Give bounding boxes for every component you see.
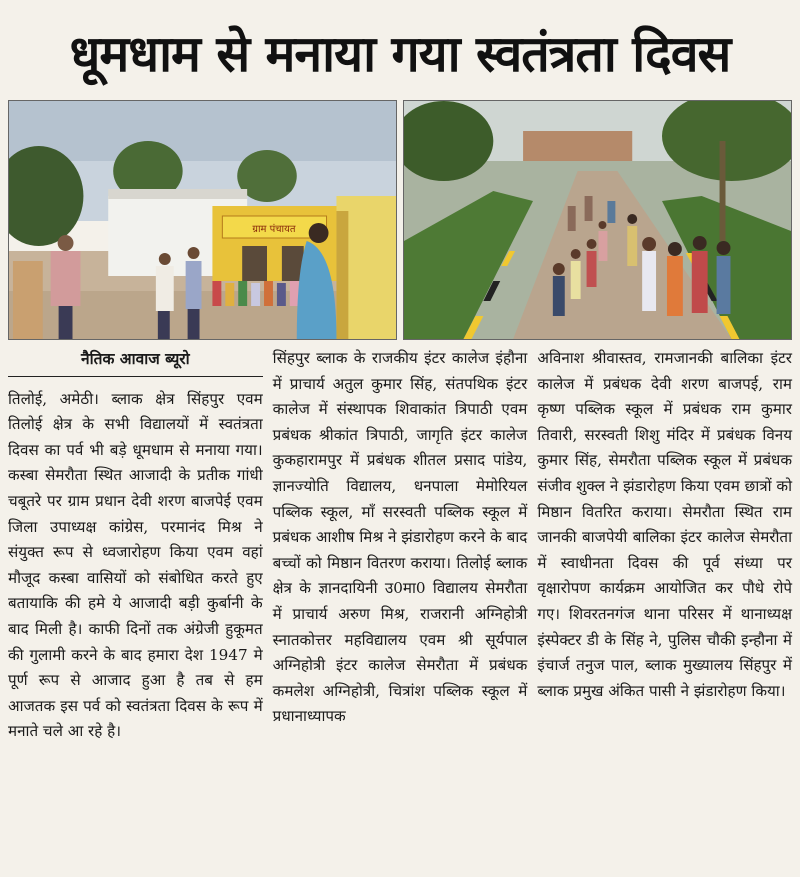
column-3-text: अविनाश श्रीवास्तव, रामजानकी बालिका इंटर कालेज में प्रबंधक देवी शरण बाजपई, राम कृष्ण पब्लिक स्कूल में प्रबंधक राम कुमार तिवारी, सरस्वती शिशु मंदिर में प्रबंधक विनय कुमार सिंह, सेमरौता पब्लिक स्कूल में प्रबंधक संजीव शुक्ल ने झंडारोहण किया एवम छात्रों को मिष्ठान वितरित कराया। सेमरौता स्थित राम जानकी बाजपेयी बालिका इंटर कालेज सेमरौता में स्वाधीनता दिवस की पूर्व संध्या पर वृक्षारोपण कार्यक्रम आयोजित कर पौधे रोपे गए। शिवरतनगंज थाना परिसर में थानाध्यक्ष इंस्पेक्टर डी के सिंह ने, पुलिस चौकी इन्हौना में इंचार्ज तनुज पाल, ब्लाक मुख्यालय सिंहपुर में ब्लाक प्रमुख अंकित पासी ने झंडारोहण किया।	[537, 349, 793, 700]
headline: धूमधाम से मनाया गया स्वतंत्रता दिवस	[69, 25, 731, 83]
village-gathering-image	[9, 101, 396, 339]
column-2-text: सिंहपुर ब्लाक के राजकीय इंटर कालेज इंहौना में प्राचार्य अतुल कुमार सिंह, संतपथिक इंटर कालेज में संस्थापक शिवाकांत त्रिपाठी एवम प्रबंधक श्रीकांत त्रिपाठी, जागृति इंटर कालेज कुकहारामपुर में प्रबंधक शीतल प्रसाद पांडेय, ज्ञानज्योति विद्यालय, धनपाला मेमोरियल पब्लिक स्कूल, माँ सरस्वती पब्लिक स्कूल में प्रबंधक आशीष मिश्र ने झंडारोहण करने के बाद बच्चों को मिष्ठान वितरण कराया। तिलोई ब्लाक क्षेत्र के ज्ञानदायिनी उ0मा0 विद्यालय सेमरौता में प्राचार्य अरुण मिश्र, राजरानी अग्निहोत्री स्नातकोत्तर महविद्यालय एवम श्री सूर्यपाल अग्निहोत्री इंटर कालेज सेमरौता में प्रबंधक कमलेश अग्निहोत्री, चित्रांश पब्लिक स्कूल में प्रधानाध्यापक	[272, 349, 528, 726]
article-column-3	[537, 346, 792, 871]
article-body	[8, 346, 792, 871]
photo-students-saluting	[403, 100, 792, 340]
article-column-1	[8, 346, 263, 871]
students-saluting-image	[404, 101, 791, 339]
photo-village-gathering	[8, 100, 397, 340]
article-column-2	[273, 346, 528, 871]
column-1-text: तिलोई, अमेठी। ब्लाक क्षेत्र सिंहपुर एवम तिलोई क्षेत्र के सभी विद्यालयों में स्वतंत्रता दिवस का पर्व भी बड़े धूमधाम से मनाया गया। कस्बा सेमरौता स्थित आजादी के प्रतीक गांधी चबूतरे पर ग्राम प्रधान देवी शरण बाजपेई एवम जिला उपाध्यक्ष कांग्रेस, परमानंद मिश्र ने संयुक्त रूप से ध्वजारोहण किया एवम वहां मौजूद कस्बा वासियों को संबोधित करते हुए बतायाकि की हमे ये आजादी बड़ी कुर्बानी के बाद मिली है। काफी दिनों तक अंग्रेजी हुकूमत की गुलामी करने के बाद हमारा देश 1947 मे पूर्ण रूप से आजाद हुआ है तब से हम आजतक इस पर्व को स्वतंत्रता दिवस के रूप में मनाते चले आ रहे है।	[8, 389, 263, 741]
byline: नैतिक आवाज ब्यूरो	[8, 346, 263, 377]
banner-text: ग्राम पंचायत	[252, 223, 296, 236]
photo-strip	[8, 100, 792, 338]
